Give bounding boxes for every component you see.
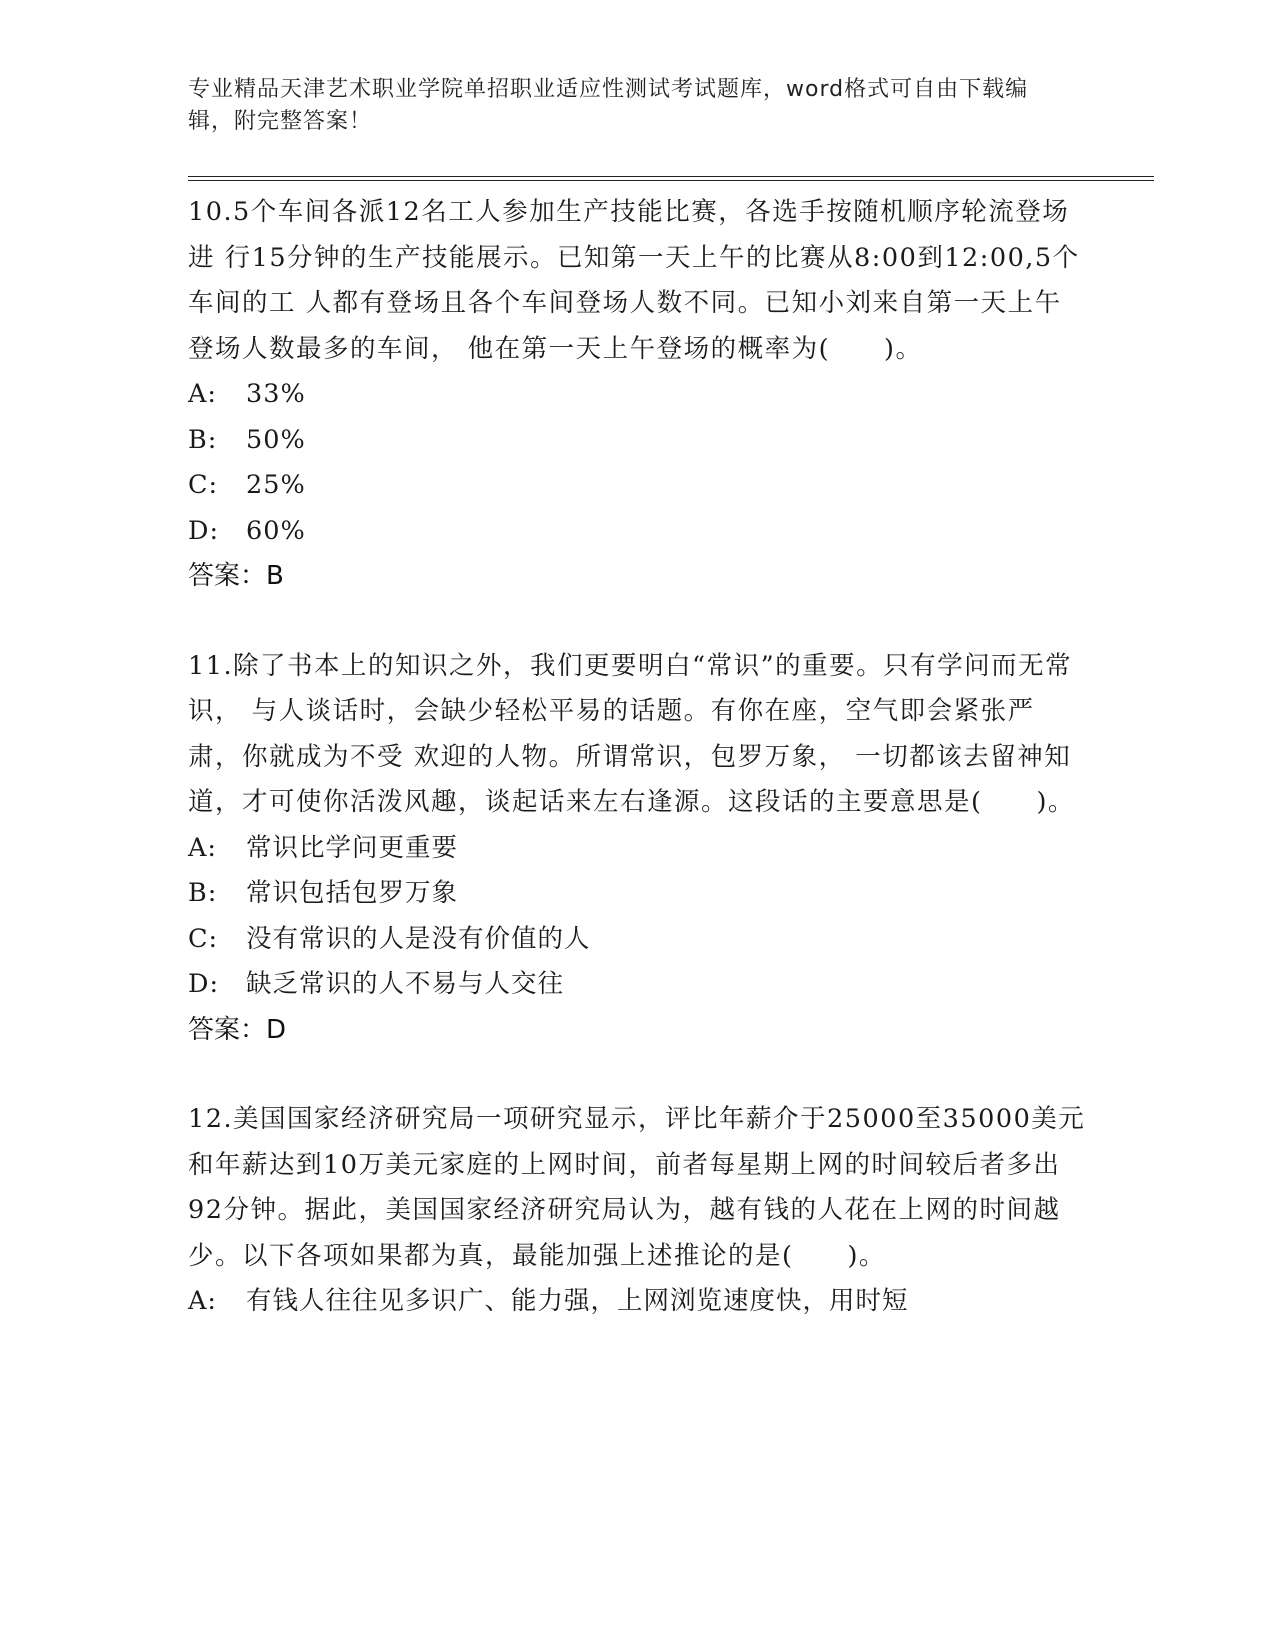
question-list — [188, 190, 1088, 1325]
option-text: 33% — [246, 379, 306, 409]
option-b — [188, 871, 1088, 917]
option-key: D: — [188, 969, 220, 999]
question-10 — [188, 190, 1088, 600]
option-c — [188, 917, 1088, 963]
option-a — [188, 372, 1088, 418]
option-text: 50% — [246, 424, 306, 455]
option-b — [188, 418, 1088, 464]
option-text: 缺乏常识的人不易与人交往 — [246, 969, 565, 999]
option-text: 60% — [246, 515, 306, 546]
question-11 — [188, 644, 1088, 1054]
option-key: C: — [188, 923, 219, 954]
option-text: 有钱人往往见多识广、能力强，上网浏览速度快，用时短 — [246, 1286, 909, 1316]
option-c — [188, 463, 1088, 509]
question-text: 11.除了书本上的知识之外，我们更要明白“常识”的重要。只有学问而无常识， 与人谈话时，会缺少轻松平易的话题。有你在座，空气即会紧张严肃，你就成为不受 欢迎的人物。所谓常识，包罗万象， 一切都该去留神知道，才可使你活泼风趣，谈起话来左右逢源。这段话的主要意思是( )。 — [188, 650, 1075, 817]
question-text: 10.5个车间各派12名工人参加生产技能比赛，各选手按随机顺序轮流登场进 行15分钟的生产技能展示。已知第一天上午的比赛从8:00到12:00,5个车间的工 人都有登场且各个车间登场人数不同。已知小刘来自第一天上午登场人数最多的车间， 他在第一天上午登场的概率为( )。 — [188, 197, 1080, 364]
answer-label: 答案：D — [188, 1014, 287, 1045]
option-text: 常识包括包罗万象 — [246, 878, 459, 908]
question-12 — [188, 1097, 1088, 1325]
question-text: 12.美国国家经济研究局一项研究显示，评比年薪介于25000至35000美元和年薪达到10万美元家庭的上网时间，前者每星期上网的时间较后者多出92分钟。据此，美国国家经济研究局认为，越有钱的人花在上网的时间越少。以下各项如果都为真，最能加强上述推论的是( )。 — [188, 1104, 1086, 1271]
option-key: C: — [188, 470, 219, 500]
question-spacer — [188, 1053, 1088, 1097]
option-key: A: — [188, 832, 218, 863]
option-d — [188, 962, 1088, 1008]
option-text: 25% — [246, 470, 306, 500]
option-key: A: — [188, 1286, 218, 1316]
option-text: 常识比学问更重要 — [246, 832, 459, 863]
page-header — [188, 74, 1068, 138]
option-a — [188, 1279, 1088, 1325]
option-key: B: — [188, 424, 218, 455]
answer-label: 答案：B — [188, 561, 284, 591]
option-text: 没有常识的人是没有价值的人 — [246, 923, 591, 954]
header-title: 专业精品天津艺术职业学院单招职业适应性测试考试题库，word格式可自由下载编辑，附完整答案！ — [188, 77, 1029, 134]
header-divider — [188, 176, 1154, 181]
option-d — [188, 509, 1088, 555]
option-key: D: — [188, 515, 220, 546]
option-key: A: — [188, 379, 218, 409]
question-spacer — [188, 600, 1088, 644]
option-a — [188, 826, 1088, 872]
option-key: B: — [188, 878, 218, 908]
